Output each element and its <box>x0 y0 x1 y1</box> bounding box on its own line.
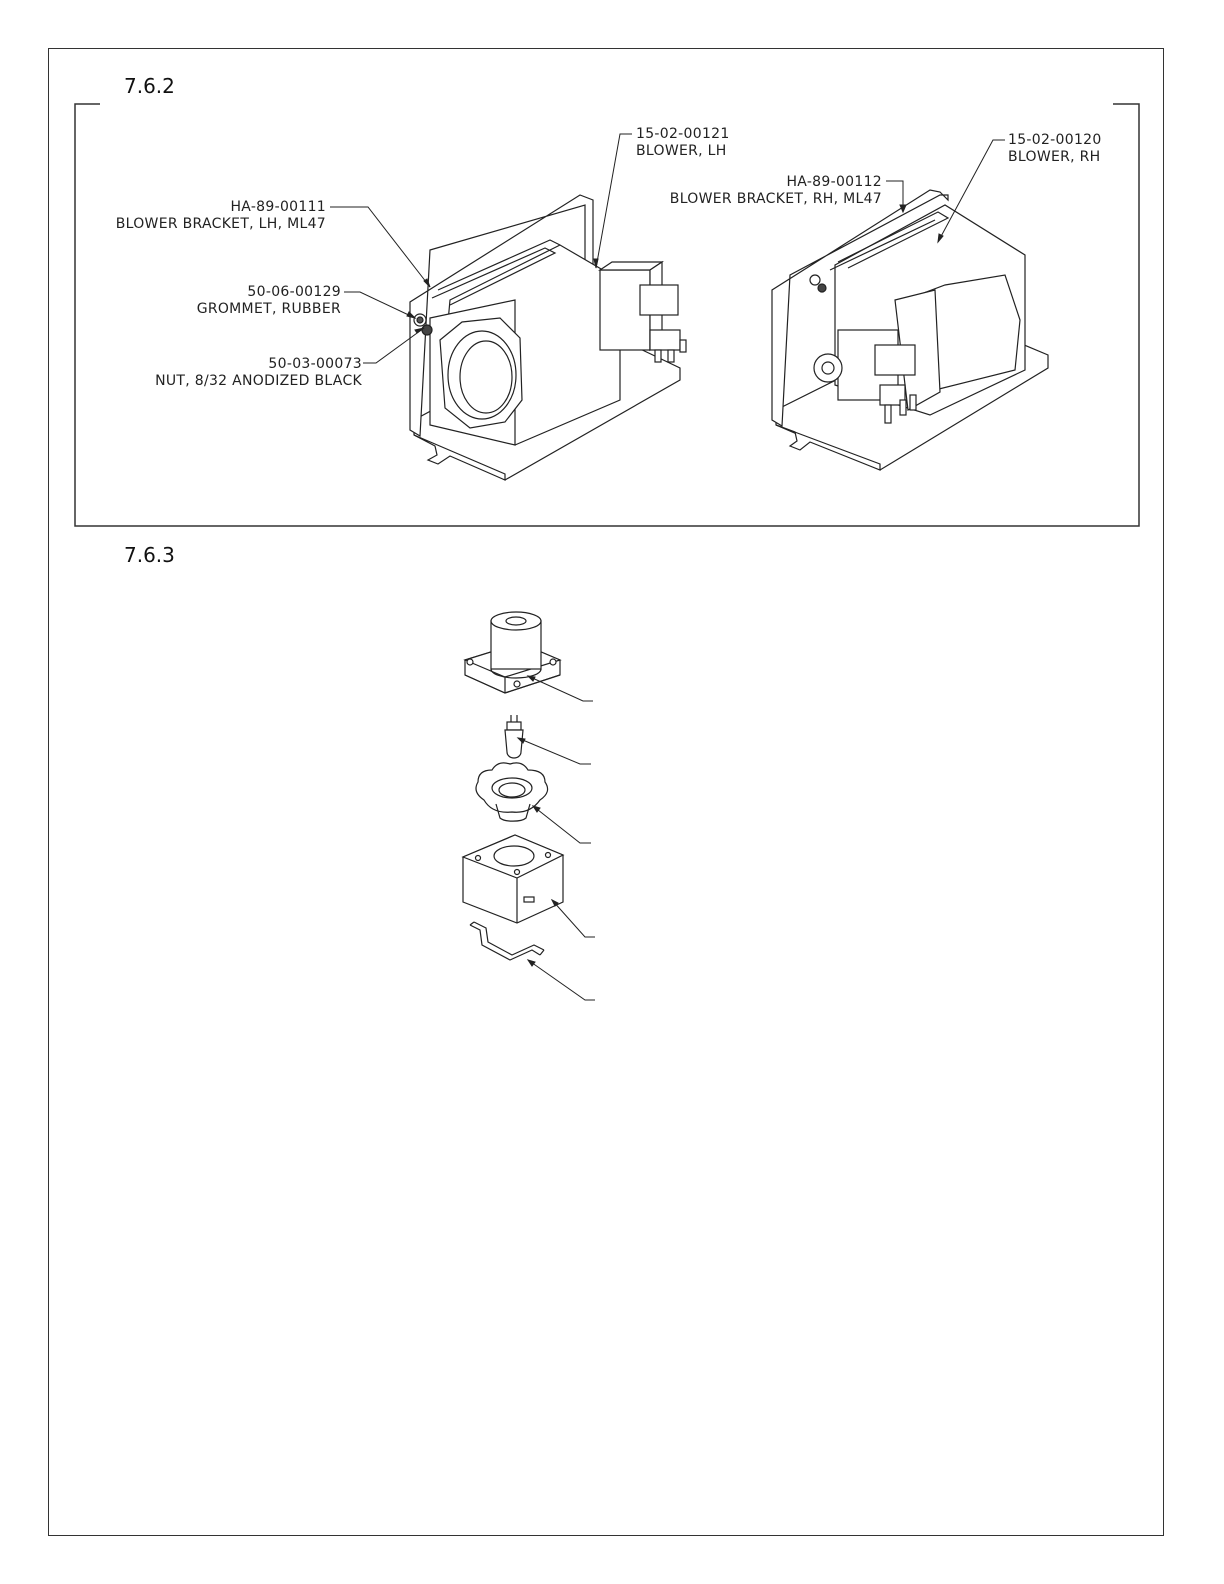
callout-lh-blower-desc: BLOWER, LH <box>636 143 727 159</box>
callout-nut-part: 50-03-00073 <box>268 356 362 372</box>
callout-lh-blower <box>636 126 730 160</box>
callout-lh-bracket <box>116 199 326 233</box>
callout-rh-bracket-part: HA-89-00112 <box>786 174 882 190</box>
callout-lh-bracket-desc: BLOWER BRACKET, LH, ML47 <box>115 216 326 232</box>
bulb <box>505 715 523 758</box>
callout-grommet-desc: GROMMET, RUBBER <box>196 301 341 317</box>
callout-rh-blower-part: 15-02-00120 <box>1008 132 1102 148</box>
callout-rh-blower <box>1008 132 1102 166</box>
callout-lh-blower-part: 15-02-00121 <box>636 126 730 142</box>
callout-grommet <box>197 284 341 318</box>
callout-rh-bracket-desc: BLOWER BRACKET, RH, ML47 <box>669 191 882 207</box>
callout-grommet-part: 50-06-00129 <box>247 284 341 300</box>
callout-rh-blower-desc: BLOWER, RH <box>1008 149 1101 165</box>
mounting-clip <box>470 922 544 960</box>
section-number-7-6-3: 7.6.3 <box>124 543 175 567</box>
callout-lh-bracket-part: HA-89-00111 <box>230 199 326 215</box>
callout-nut-desc: NUT, 8/32 ANODIZED BLACK <box>155 373 362 389</box>
lamp-housing <box>465 612 560 693</box>
lamp-bracket <box>463 835 563 923</box>
callout-rh-bracket <box>670 174 882 208</box>
section-number-7-6-2: 7.6.2 <box>124 74 175 98</box>
callout-nut <box>155 356 362 390</box>
